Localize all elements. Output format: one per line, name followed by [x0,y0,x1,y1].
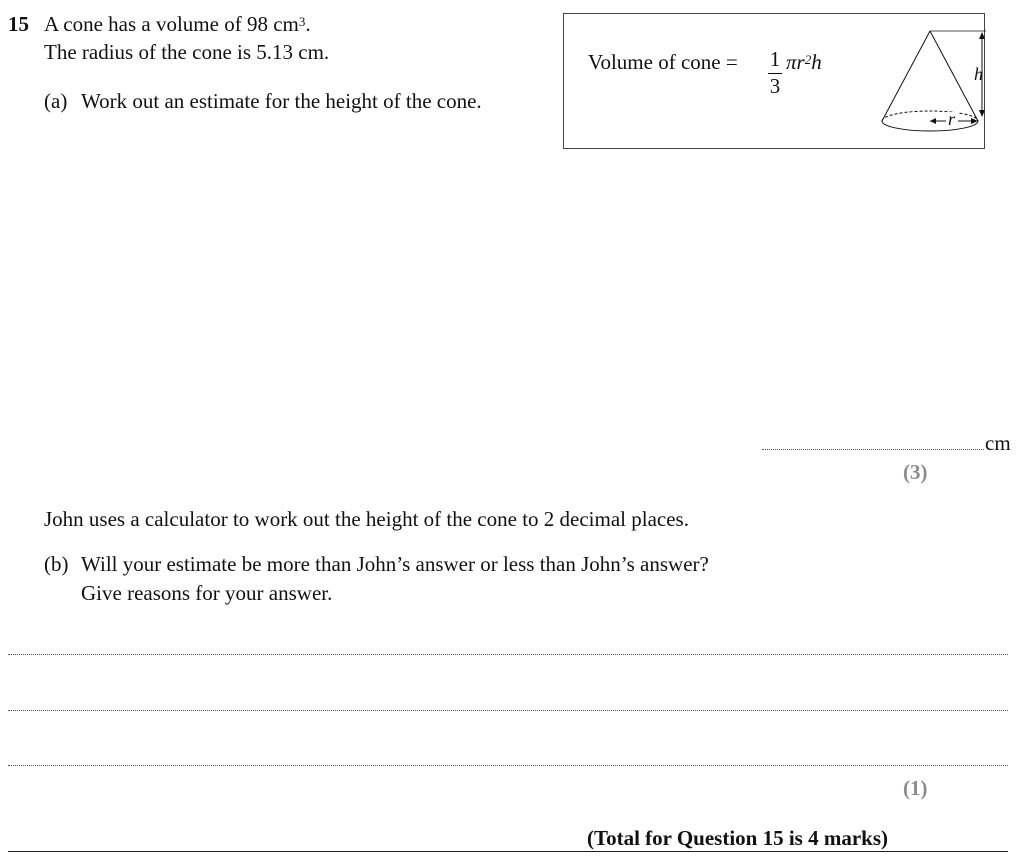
part-b-answer-line-3[interactable] [8,765,1008,766]
question-line-1-text: A cone has a volume of 98 cm [44,12,299,36]
part-a-answer-line[interactable] [762,449,984,450]
question-total: (Total for Question 15 is 4 marks) [587,826,889,850]
height-label: h [974,64,983,84]
cone-base-back [882,111,978,121]
part-a-label: (a) [44,89,68,113]
part-b-answer-line-2[interactable] [8,710,1008,711]
question-number: 15 [8,12,29,36]
height-arrow-down [979,110,985,117]
part-b-answer-line-1[interactable] [8,654,1008,655]
cone-base-front [882,121,978,131]
formula-square: 2 [804,52,812,67]
formula-pi-r: πr [786,50,805,74]
part-b-marks: (1) [903,776,928,800]
height-arrow-up [979,32,985,39]
fraction-numerator: 1 [769,47,781,71]
part-b-line-1: Will your estimate be more than John’s answer or less than John’s answer? [81,552,709,576]
formula-h: h [811,50,822,74]
part-b-line-2: Give reasons for your answer. [81,581,333,605]
question-line-1-end: . [305,12,311,36]
question-line-2: The radius of the cone is 5.13 cm. [44,40,330,64]
question-line-1 [44,12,311,36]
radius-arrow-left [930,118,936,124]
cone-right-side [930,31,978,121]
formula-lhs: Volume of cone = [588,50,738,74]
formula-box [563,13,985,149]
cube-superscript: 3 [298,14,306,29]
radius-label: r [948,109,956,129]
fraction-denominator: 3 [769,74,781,98]
formula-rhs [786,50,822,74]
cone-left-side [882,31,930,121]
context-text: John uses a calculator to work out the height of the cone to 2 decimal places. [44,507,689,531]
part-a-unit: cm [985,431,1011,455]
bottom-rule [8,851,1008,852]
part-b-label: (b) [44,552,69,576]
cone-diagram [874,24,994,134]
part-a-text: Work out an estimate for the height of the cone. [81,89,482,113]
part-a-marks: (3) [903,460,928,484]
